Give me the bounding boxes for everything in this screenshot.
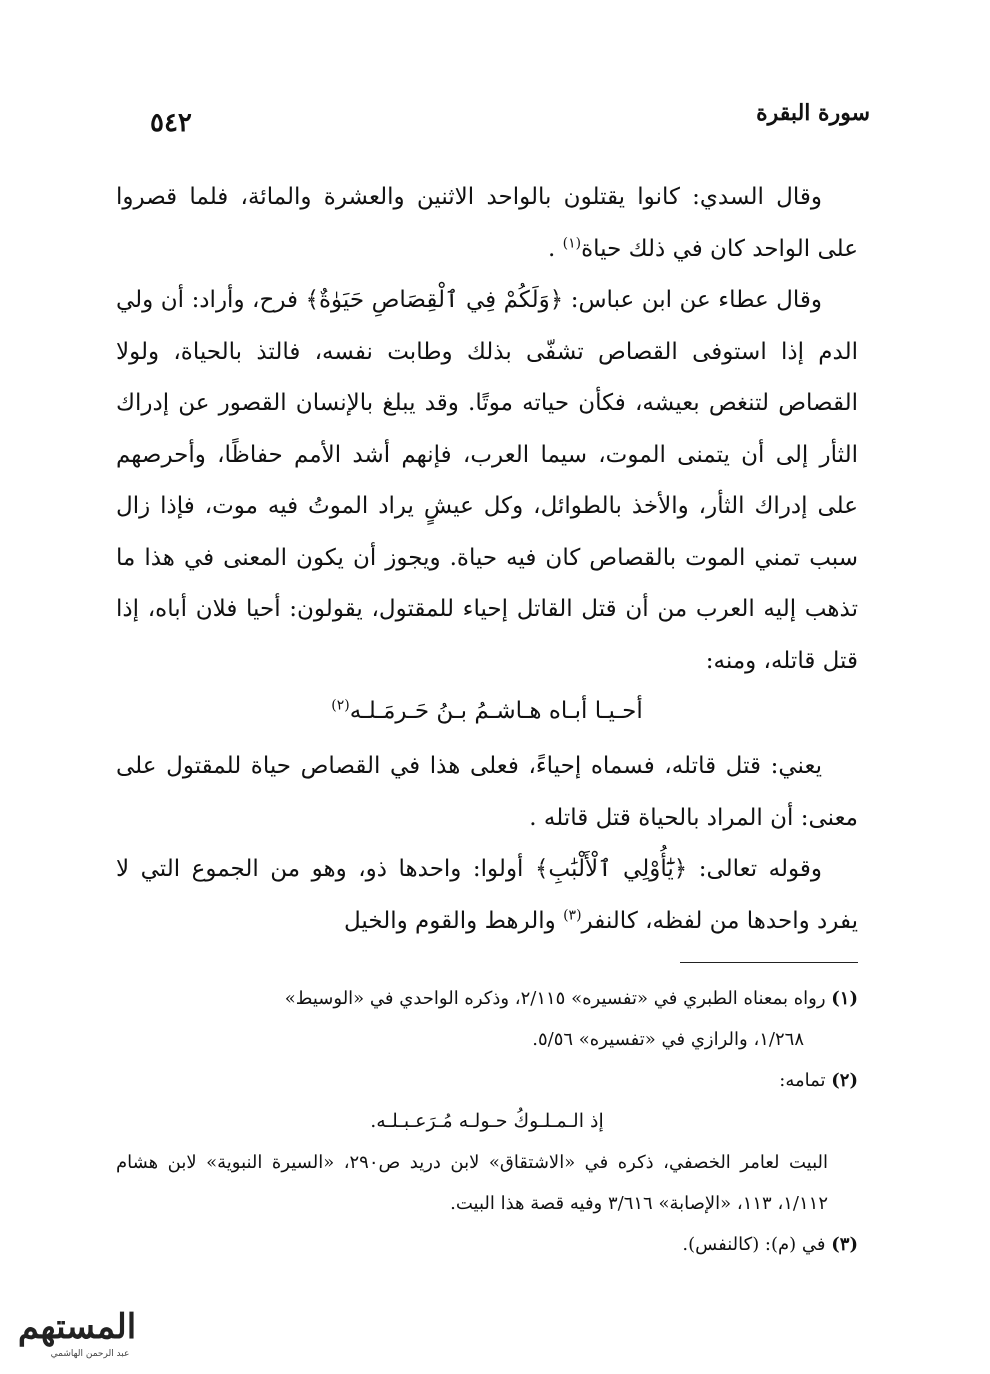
footnote-1-text: رواه بمعناه الطبري في «تفسيره» ٢/١١٥، وذكره الواحدي في «الوسيط» [284,988,826,1009]
footnote-ref-1: (١) [562,234,582,251]
paragraph-2-lead: وقال عطاء عن ابن عباس: [563,287,822,313]
footnote-1 [116,978,858,1019]
footnote-1-number: (١) [831,988,858,1009]
page-header [150,100,870,150]
running-title: سورة البقرة [756,100,870,126]
footnote-ref-3: (٣) [563,906,582,923]
footnote-2-verse: إذ الـمـلـوكُ حـولـه مُـرَعـبـلـه. [370,1110,604,1132]
page-number: ٥٤٢ [150,108,192,138]
quran-quote-1: ﴿وَلَكُمْ فِي ٱلْقِصَاصِ حَيَوٰةٌ﴾ [305,287,564,313]
footnote-3-text: في (م): (كالنفس). [682,1234,826,1255]
footnote-2-number: (٢) [831,1070,858,1091]
paragraph-2-text: فرح، وأراد: أن ولي الدم إذا استوفى القصاص تشفّى بذلك وطابت نفسه، فالتذ بالحياة، ولولا القصاص لتنغص بعيشه، فكأن حياته موتًا. وقد يبلغ بالإنسان القصور عن إدراك الثأر إلى أن يتمنى الموت، سيما العرب، فإنهم أشد الأمم حفاظًا، وأحرصهم على إدراك الثأر، والأخذ بالطوائل، وكل عيشٍ يراد الموتُ فيه موت، فإذا زال سبب تمني الموت بالقصاص كان فيه حياة. ويجوز أن يكون المعنى في هذا ما تذهب إليه العرب من أن قتل القاتل إحياء للمقتول، يقولون: أحيا فلان أباه، إذا قتل قاتله، ومنه: [116,287,858,674]
paragraph-4-lead: وقوله تعالى: [687,856,822,882]
footnote-2 [116,1060,858,1101]
paragraph-4-end: والرهط والقوم والخيل [344,907,564,934]
paragraph-4 [116,844,858,947]
footnote-ref-2: (٢) [331,697,350,714]
publisher-logo [10,1290,145,1364]
poetry-verse-text: أحـيـا أبـاه هـاشـمُ بـنُ حَـرمَـلـه [349,698,643,724]
paragraph-1 [116,172,858,275]
quran-quote-2: ﴿يَٰٓأُوْلِي ٱلْأَلْبَٰبِ﴾ [534,856,688,882]
paragraph-1-end: . [548,235,563,262]
paragraph-1-text: وقال السدي: كانوا يقتلون بالواحد الاثنين والعشرة والمائة، فلما قصروا على الواحد كان في ذلك حياة [116,184,858,262]
paragraph-2 [116,275,858,687]
footnotes [116,978,858,1265]
footnote-2-source: البيت لعامر الخصفي، ذكره في «الاشتقاق» لابن دريد ص٢٩٠، «السيرة النبوية» لابن هشام ١/١١٢، ١١٣، «الإصابة» ٣/٦١٦ وفيه قصة هذا البيت. [116,1152,828,1214]
paragraph-3: يعني: قتل قاتله، فسماه إحياءً، فعلى هذا في القصاص حياة للمقتول على معنى: أن المراد بالحياة قتل قاتله . [116,753,858,831]
paragraph-4-text: أولوا: واحدها ذو، وهو من الجموع التي لا يفرد واحدها من لفظه، كالنفر [116,856,858,934]
main-text [116,172,858,947]
poetry-verse [116,687,858,735]
footnote-1-continued: ١/٢٦٨، والرازي في «تفسيره» ٥/٥٦. [532,1029,804,1050]
footnote-2-text: تمامه: [779,1070,826,1091]
logo-text: المستهم [17,1307,137,1347]
footnote-3 [116,1224,858,1265]
footnote-separator [680,962,858,963]
footnote-3-number: (٣) [831,1234,858,1255]
logo-subtext: عبد الرحمن الهاشمي [50,1349,130,1359]
